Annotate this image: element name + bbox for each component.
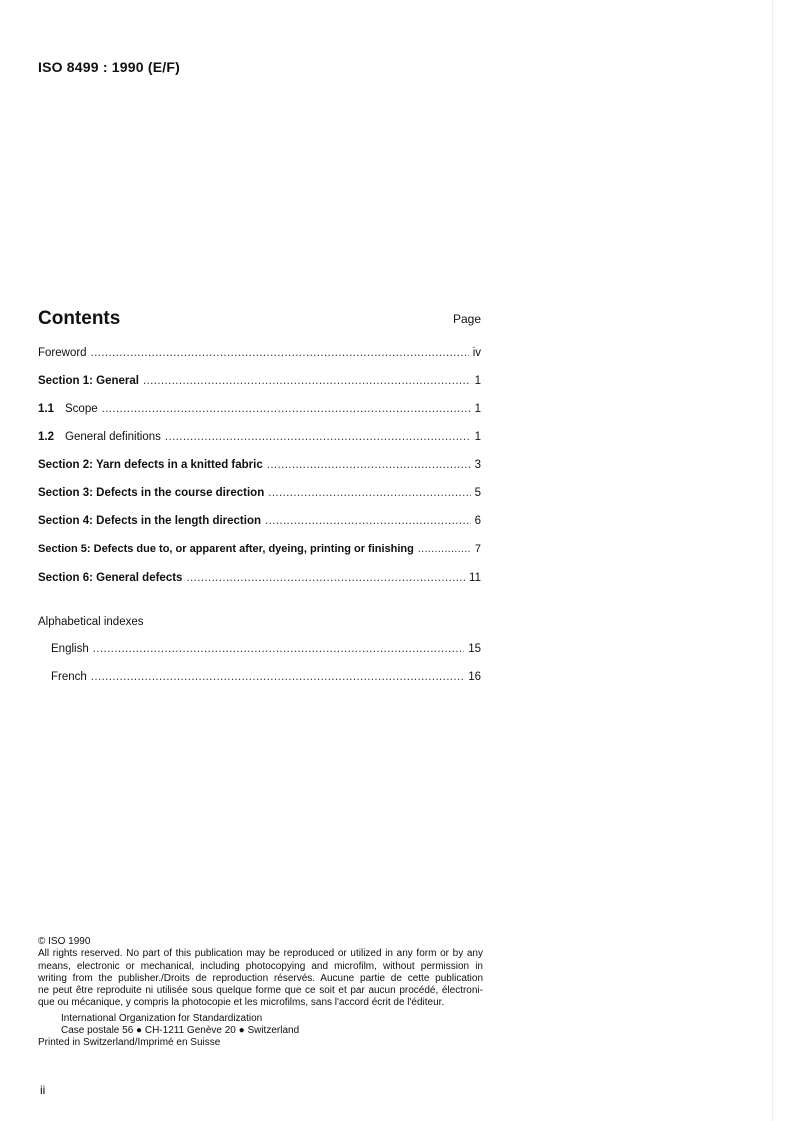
toc-entry-section-5[interactable] — [38, 543, 481, 555]
toc-leader — [102, 403, 471, 415]
toc-entry-section-3[interactable] — [38, 487, 481, 499]
copyright-line: © ISO 1990 — [38, 936, 91, 947]
toc-entry-page: 1 — [474, 403, 481, 415]
toc-entry-index-french[interactable] — [51, 671, 481, 683]
toc-leader — [165, 431, 471, 443]
toc-leader — [418, 543, 471, 555]
toc-entry-general-definitions[interactable] — [38, 431, 481, 443]
toc-entry-label: Section 1: General — [38, 375, 139, 387]
toc-entry-label: Section 3: Defects in the course direction — [38, 487, 265, 499]
toc-entry-label: Section 6: General defects — [38, 572, 183, 584]
copyright-text-line: All rights reserved. No part of this publication may be reproduced or utilized in any form or by any — [38, 948, 483, 960]
toc-leader — [93, 643, 464, 655]
toc-entry-page: 3 — [474, 459, 481, 471]
organization-name: International Organization for Standardization — [61, 1012, 263, 1024]
contents-title: Contents — [38, 308, 121, 329]
organization-address: Case postale 56 ● CH-1211 Genève 20 ● Switzerland — [61, 1025, 300, 1037]
document-id: ISO 8499 : 1990 (E/F) — [38, 59, 180, 75]
toc-entry-section-4[interactable] — [38, 515, 481, 527]
toc-leader — [265, 515, 471, 527]
toc-entry-label: English — [51, 643, 89, 655]
toc-entry-page: iv — [472, 347, 481, 359]
toc-entry-section-6[interactable] — [38, 572, 481, 584]
toc-leader — [186, 572, 465, 584]
toc-entry-index-english[interactable] — [51, 643, 481, 655]
alphabetical-indexes-heading: Alphabetical indexes — [38, 616, 144, 628]
toc-entry-label: Scope — [65, 403, 98, 415]
toc-entry-foreword[interactable] — [38, 347, 481, 359]
copyright-text-line: que ou mécanique, y compris la photocopie et les microfilms, sans l'accord écrit de l'éditeur. — [38, 997, 445, 1009]
toc-entry-section-2[interactable] — [38, 459, 481, 471]
page-number: ii — [40, 1083, 46, 1097]
copyright-text-line: ne peut être reproduite ni utilisée sous quelque forme que ce soit et par aucun procédé, électroni- — [38, 985, 483, 997]
toc-entry-page: 15 — [468, 643, 481, 655]
toc-entry-page: 7 — [474, 543, 481, 555]
page-column-label: Page — [452, 312, 481, 326]
toc-entry-label: General definitions — [65, 431, 161, 443]
toc-entry-page: 11 — [469, 572, 481, 584]
toc-leader — [268, 487, 470, 499]
toc-leader — [267, 459, 471, 471]
page-edge-line — [772, 0, 773, 1121]
toc-entry-label: French — [51, 671, 87, 683]
copyright-text-line: means, electronic or mechanical, including photocopying and microfilm, without permission in — [38, 960, 483, 972]
toc-entry-number: 1.2 — [38, 431, 54, 443]
toc-entry-page: 1 — [474, 431, 481, 443]
toc-entry-page: 5 — [474, 487, 481, 499]
toc-leader — [91, 347, 469, 359]
toc-entry-number: 1.1 — [38, 403, 54, 415]
toc-leader — [91, 671, 464, 683]
printed-in: Printed in Switzerland/Imprimé en Suisse — [38, 1037, 221, 1049]
toc-entry-label: Section 5: Defects due to, or apparent after, dyeing, printing or finishing — [38, 543, 414, 555]
toc-entry-page: 6 — [474, 515, 481, 527]
toc-entry-scope[interactable] — [38, 403, 481, 415]
toc-entry-label: Foreword — [38, 347, 87, 359]
toc-entry-page: 1 — [474, 375, 481, 387]
toc-entry-label: Section 2: Yarn defects in a knitted fabric — [38, 459, 263, 471]
toc-entry-section-1[interactable] — [38, 375, 481, 387]
copyright-text-line: writing from the publisher./Droits de reproduction réservés. Aucune partie de cette publication — [38, 972, 483, 984]
toc-entry-page: 16 — [468, 671, 481, 683]
copyright-block — [38, 936, 483, 1050]
toc-leader — [143, 375, 471, 387]
toc-entry-label: Section 4: Defects in the length direction — [38, 515, 262, 527]
